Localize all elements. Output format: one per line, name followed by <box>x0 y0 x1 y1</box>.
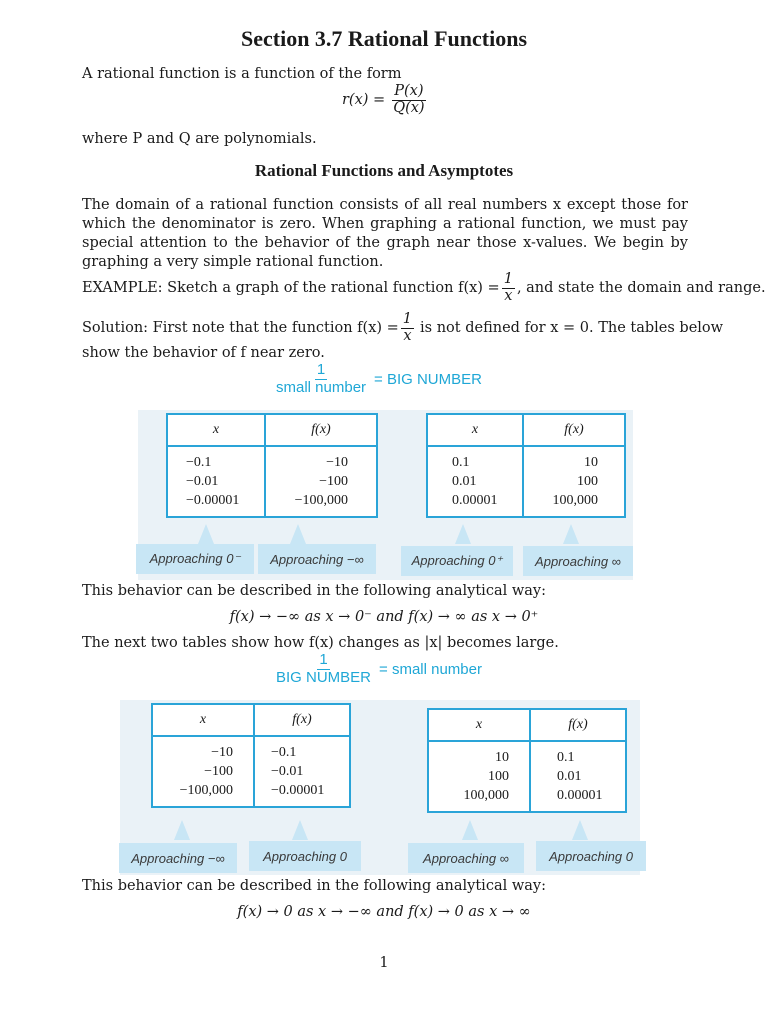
header-x: x <box>428 709 530 741</box>
example-frac-num: 1 <box>503 271 513 287</box>
callout-pointer <box>572 820 588 840</box>
callout-pointer <box>292 820 308 840</box>
f-value: 100,000 <box>552 493 598 508</box>
polynomial-note: where P and Q are polynomials. <box>82 131 317 147</box>
page-title: Section 3.7 Rational Functions <box>240 26 528 51</box>
x-value: −10 <box>211 745 233 760</box>
formula-lhs: r(x) = <box>342 92 386 109</box>
callout-small-number <box>272 652 482 686</box>
example-suffix: , and state the domain and range. <box>516 279 766 296</box>
label-approaching-neg-infinity: Approaching −∞ <box>119 843 237 873</box>
example-frac-den: x <box>504 287 513 304</box>
header-x: x <box>427 414 523 446</box>
label-approaching-0: Approaching 0 <box>249 841 361 871</box>
table-positive-large <box>427 708 627 813</box>
header-x: x <box>167 414 265 446</box>
label-approaching-0-plus: Approaching 0⁺ <box>401 546 513 576</box>
x-value: 0.01 <box>452 474 477 489</box>
callout2-den: BIG NUMBER <box>276 668 372 686</box>
callout-pointer <box>174 820 190 840</box>
f-value: −10 <box>326 455 348 470</box>
callout-pointer <box>462 820 478 840</box>
rational-formula <box>342 84 429 117</box>
label-approaching-infinity: Approaching ∞ <box>523 546 633 576</box>
solution-prefix: Solution: First note that the function f(x) = <box>82 319 399 336</box>
f-value: 0.00001 <box>557 788 603 803</box>
x-value: −0.01 <box>186 474 219 489</box>
callout1-num: 1 <box>316 361 326 378</box>
header-fx: f(x) <box>254 704 350 736</box>
header-x: x <box>152 704 254 736</box>
solution-line-2: show the behavior of f near zero. <box>82 345 325 361</box>
formula-denominator: Q(x) <box>393 99 425 116</box>
solution-suffix: is not defined for x = 0. The tables below <box>420 319 724 336</box>
analytic-intro-1: This behavior can be described in the following analytical way: <box>82 583 546 599</box>
f-value: 0.01 <box>557 769 582 784</box>
f-value: 10 <box>584 455 598 470</box>
table-positive-near-zero <box>426 413 626 518</box>
analytic-formula-2: f(x) → 0 as x → −∞ and f(x) → 0 as x → ∞ <box>237 904 531 920</box>
label-approaching-0-minus: Approaching 0⁻ <box>136 544 254 574</box>
x-value: 10 <box>495 750 509 765</box>
label-approaching-infinity: Approaching ∞ <box>408 843 524 873</box>
x-value: 0.1 <box>452 455 470 470</box>
solution-line <box>82 312 723 345</box>
callout2-rhs: = small number <box>379 660 482 678</box>
example-line <box>82 272 766 305</box>
x-value: 100 <box>488 769 509 784</box>
analytic-formula-1: f(x) → −∞ as x → 0⁻ and f(x) → ∞ as x → 0⁺ <box>229 609 539 625</box>
solution-frac-num: 1 <box>402 311 413 327</box>
header-fx: f(x) <box>530 709 626 741</box>
f-value: −100 <box>319 474 348 489</box>
label-approaching-0: Approaching 0 <box>536 841 646 871</box>
x-value: −0.00001 <box>186 493 240 508</box>
x-value: −100 <box>204 764 233 779</box>
callout-big-number <box>272 362 482 396</box>
page-number: 1 <box>379 955 389 971</box>
next-tables-line: The next two tables show how f(x) changes as |x| becomes large. <box>82 635 559 651</box>
callout2-num: 1 <box>319 651 328 668</box>
callout-pointer <box>290 524 306 544</box>
f-value: −0.1 <box>271 745 297 760</box>
f-value: 0.1 <box>557 750 575 765</box>
intro-line: A rational function is a function of the form <box>82 66 402 82</box>
table-negative-large <box>151 703 351 808</box>
f-value: −100,000 <box>294 493 348 508</box>
callout-pointer <box>563 524 579 544</box>
x-value: −100,000 <box>179 783 233 798</box>
solution-frac-den: x <box>403 327 412 344</box>
x-value: 100,000 <box>463 788 509 803</box>
section-subtitle: Rational Functions and Asymptotes <box>254 161 514 180</box>
f-value: −0.00001 <box>271 783 325 798</box>
callout-pointer <box>198 524 214 544</box>
x-value: 0.00001 <box>452 493 498 508</box>
header-fx: f(x) <box>265 414 377 446</box>
header-fx: f(x) <box>523 414 625 446</box>
callout1-den: small number <box>276 378 367 396</box>
callout1-rhs: = BIG NUMBER <box>374 370 482 388</box>
table-negative-near-zero <box>166 413 378 518</box>
formula-numerator: P(x) <box>394 83 424 99</box>
label-approaching-neg-infinity: Approaching −∞ <box>258 544 376 574</box>
f-value: 100 <box>577 474 598 489</box>
f-value: −0.01 <box>271 764 304 779</box>
domain-paragraph: The domain of a rational function consists of all real numbers x except those for which the denominator is zero. When graphing a rational function, we must pay special attention to the behavior of the graph near those x-values. We begin by graphing a very simple rational function. <box>82 197 688 270</box>
x-value: −0.1 <box>186 455 212 470</box>
callout-pointer <box>455 524 471 544</box>
analytic-intro-2: This behavior can be described in the following analytical way: <box>82 878 546 894</box>
example-prefix: EXAMPLE: Sketch a graph of the rational function f(x) = <box>82 279 500 296</box>
